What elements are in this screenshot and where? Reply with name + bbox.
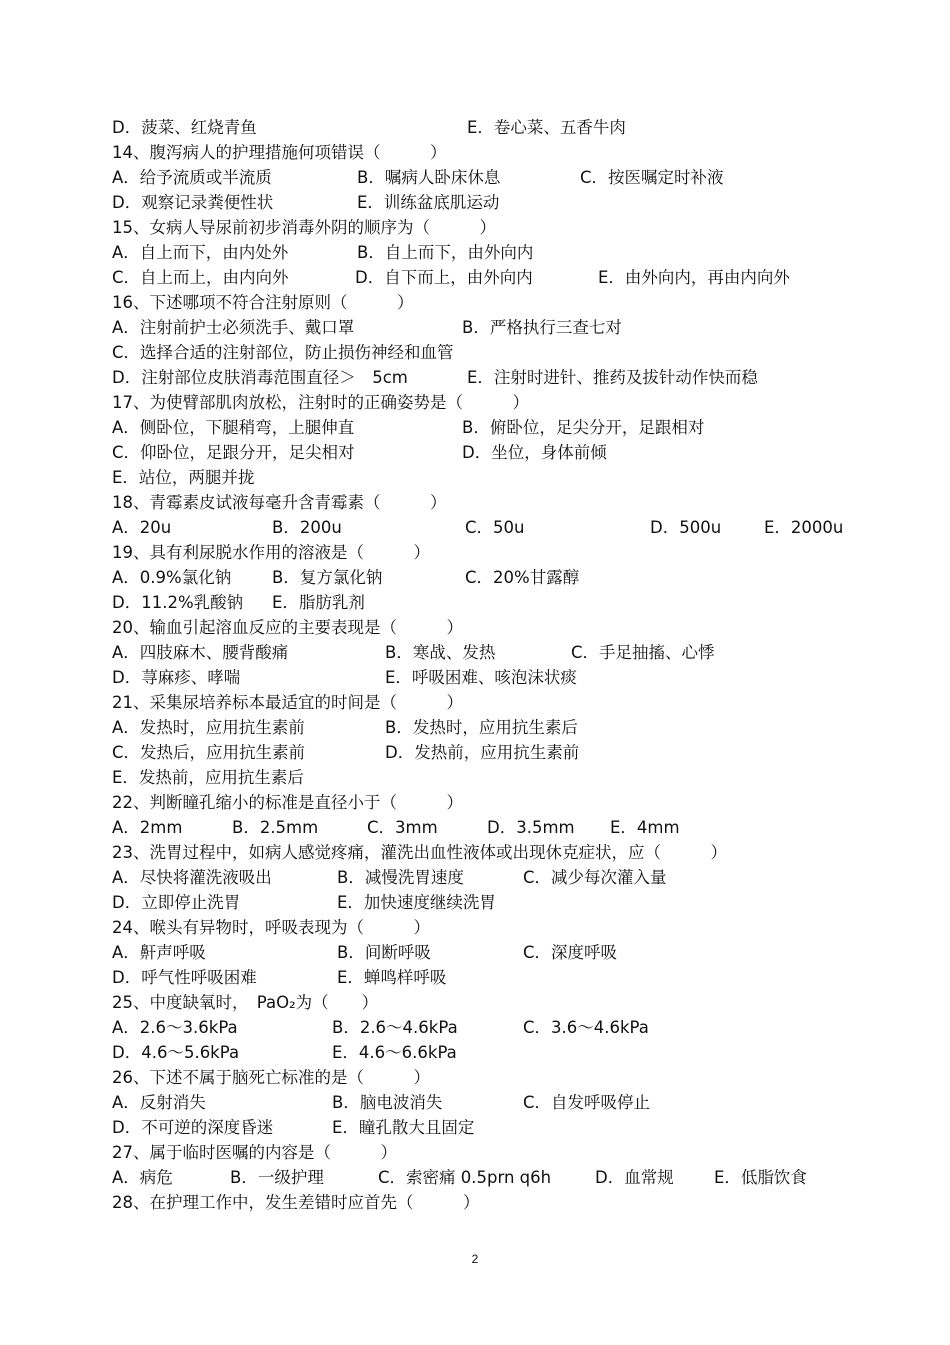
option-text: B．一级护理 — [230, 1168, 324, 1187]
option-text: C．发热后，应用抗生素前 — [112, 743, 306, 762]
option-text: A．反射消失 — [112, 1093, 206, 1112]
option-text: E．脂肪乳剂 — [272, 593, 365, 612]
option-text: C．按医嘱定时补液 — [580, 168, 724, 187]
option-text: A．病危 — [112, 1168, 173, 1187]
option-text: A．鼾声呼吸 — [112, 943, 206, 962]
option-text: E．训练盆底肌运动 — [357, 193, 500, 212]
option-text: D．观察记录粪便性状 — [112, 193, 274, 212]
option-text: C．50u — [465, 518, 525, 537]
option-text: B．发热时，应用抗生素后 — [385, 718, 578, 737]
option-text: A．0.9%氯化钠 — [112, 568, 232, 587]
option-text: E．加快速度继续洗胃 — [337, 893, 496, 912]
option-text: B．减慢洗胃速度 — [337, 868, 464, 887]
question-text: E．站位，两腿并拢 — [112, 468, 255, 487]
option-text: B．复方氯化钠 — [272, 568, 383, 587]
page-number: 2 — [471, 1252, 479, 1266]
option-text: C．自发呼吸停止 — [523, 1093, 651, 1112]
option-text: A．尽快将灌洗液吸出 — [112, 868, 272, 887]
option-text: B．寒战、发热 — [385, 643, 496, 662]
option-text: D．立即停止洗胃 — [112, 893, 241, 912]
option-text: B．脑电波消失 — [332, 1093, 443, 1112]
option-text: D．注射部位皮肤消毒范围直径＞ 5cm — [112, 368, 408, 387]
option-text: A．自上而下，由内处外 — [112, 243, 289, 262]
option-text: D．3.5mm — [487, 818, 575, 837]
option-text: C．仰卧位，足跟分开，足尖相对 — [112, 443, 355, 462]
option-text: C．自上而上，由内向外 — [112, 268, 289, 287]
option-text: D．呼气性呼吸困难 — [112, 968, 257, 987]
option-text: A．注射前护士必须洗手、戴口罩 — [112, 318, 355, 337]
option-text: C．手足抽搐、心悸 — [571, 643, 715, 662]
option-text: A．四肢麻木、腰背酸痛 — [112, 643, 289, 662]
question-text: 24、喉头有异物时，呼吸表现为（ ） — [112, 918, 430, 937]
option-text: E．卷心菜、五香牛肉 — [467, 118, 626, 137]
option-text: B．2.6～4.6kPa — [332, 1018, 458, 1037]
option-text: E．蝉鸣样呼吸 — [337, 968, 447, 987]
question-text: C．选择合适的注射部位，防止损伤神经和血管 — [112, 343, 454, 362]
option-text: A．2mm — [112, 818, 183, 837]
question-text: 14、腹泻病人的护理措施何项错误（ ） — [112, 143, 447, 162]
option-text: E．4mm — [610, 818, 680, 837]
option-text: A．2.6～3.6kPa — [112, 1018, 238, 1037]
option-text: A．20u — [112, 518, 172, 537]
option-text: E．瞳孔散大且固定 — [332, 1118, 475, 1137]
option-text: D．发热前，应用抗生素前 — [385, 743, 580, 762]
option-text: D．4.6～5.6kPa — [112, 1043, 240, 1062]
question-text: 27、属于临时医嘱的内容是（ ） — [112, 1143, 397, 1162]
option-text: B．200u — [272, 518, 342, 537]
option-text: C．索密痛 0.5prn q6h — [378, 1168, 552, 1187]
question-text: 19、具有利尿脱水作用的溶液是（ ） — [112, 543, 430, 562]
option-text: B．2.5mm — [232, 818, 319, 837]
option-text: E．注射时进针、推药及拔针动作快而稳 — [467, 368, 758, 387]
question-text: 25、中度缺氧时， PaO₂为（ ） — [112, 993, 379, 1012]
option-text: B．间断呼吸 — [337, 943, 431, 962]
option-text: E．2000u — [764, 518, 844, 537]
option-text: D．坐位，身体前倾 — [462, 443, 607, 462]
option-text: C．3mm — [367, 818, 438, 837]
option-text: B．自上而下，由外向内 — [357, 243, 534, 262]
option-text: D．血常规 — [595, 1168, 674, 1187]
question-text: 18、青霉素皮试液每毫升含青霉素（ ） — [112, 493, 447, 512]
option-text: B．严格执行三查七对 — [462, 318, 622, 337]
question-text: 21、采集尿培养标本最适宜的时间是（ ） — [112, 693, 463, 712]
question-text: 26、下述不属于脑死亡标准的是（ ） — [112, 1068, 430, 1087]
question-text: 15、女病人导尿前初步消毒外阴的顺序为（ ） — [112, 218, 496, 237]
option-text: D．11.2%乳酸钠 — [112, 593, 244, 612]
option-text: C．3.6～4.6kPa — [523, 1018, 649, 1037]
option-text: B．俯卧位，足尖分开，足跟相对 — [462, 418, 705, 437]
option-text: A．给予流质或半流质 — [112, 168, 272, 187]
option-text: E．4.6～6.6kPa — [332, 1043, 457, 1062]
question-text: 23、洗胃过程中，如病人感觉疼痛，灌洗出血性液体或出现休克症状，应（ ） — [112, 843, 727, 862]
question-text: 28、在护理工作中，发生差错时应首先（ ） — [112, 1193, 480, 1212]
option-text: D．自下而上，由外向内 — [355, 268, 533, 287]
option-text: C．深度呼吸 — [523, 943, 618, 962]
option-text: E．呼吸困难、咳泡沫状痰 — [385, 668, 577, 687]
option-text: C．20%甘露醇 — [465, 568, 580, 587]
option-text: C．减少每次灌入量 — [523, 868, 667, 887]
question-text: E．发热前，应用抗生素后 — [112, 768, 304, 787]
option-text: A．侧卧位，下腿稍弯，上腿伸直 — [112, 418, 355, 437]
option-text: D．荨麻疹、哮喘 — [112, 668, 241, 687]
question-text: 22、判断瞳孔缩小的标准是直径小于（ ） — [112, 793, 463, 812]
option-text: A．发热时，应用抗生素前 — [112, 718, 305, 737]
question-text: 16、下述哪项不符合注射原则（ ） — [112, 293, 414, 312]
question-text: 17、为使臂部肌肉放松，注射时的正确姿势是（ ） — [112, 393, 529, 412]
option-text: D．不可逆的深度昏迷 — [112, 1118, 274, 1137]
option-text: D．500u — [650, 518, 722, 537]
option-text: E．低脂饮食 — [714, 1168, 807, 1187]
option-text: B．嘱病人卧床休息 — [357, 168, 501, 187]
option-text: D．菠菜、红烧青鱼 — [112, 118, 257, 137]
option-text: E．由外向内，再由内向外 — [598, 268, 790, 287]
question-text: 20、输血引起溶血反应的主要表现是（ ） — [112, 618, 463, 637]
